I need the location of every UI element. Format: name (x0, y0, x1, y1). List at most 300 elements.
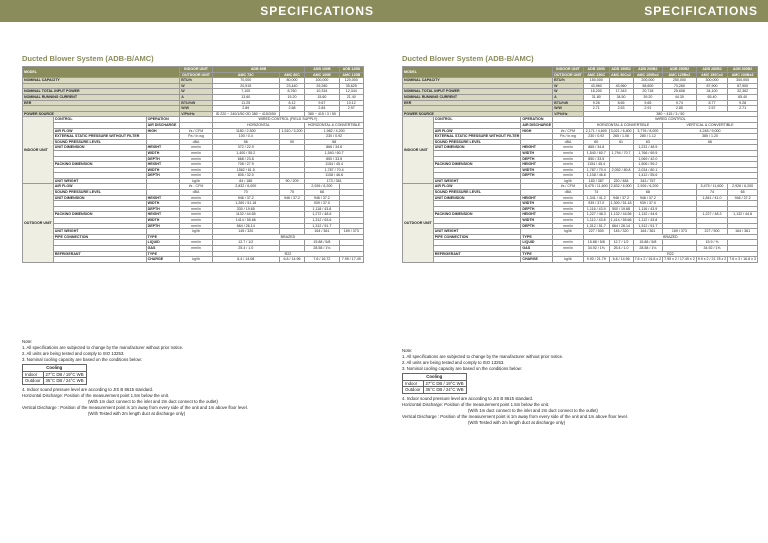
spec-value: 946 / 37.2 (305, 195, 339, 201)
spec-unit: V/Ph/Hz (180, 111, 213, 117)
spec-value: 3,776 / 8,000 (633, 128, 663, 134)
spec-unit: mm/in (180, 195, 213, 201)
spec-value: ID 220 ~ 240/1/50 OD 380 ~ 415/3/50 (212, 111, 279, 117)
spec-sublabel: HEIGHT (521, 145, 553, 151)
spec-value: 939 / 37.0 (633, 201, 663, 207)
spec-value: 385 / 1.20 (663, 134, 758, 140)
spec-value: 150,000 (583, 78, 609, 84)
outdoor-row (403, 257, 758, 263)
spec-value: 28.58 / 1⅛ (305, 246, 339, 252)
spec-value: 87,900 (696, 83, 728, 89)
spec-label: NOMINAL RUNNING CURRENT (23, 94, 180, 100)
spec-value: HORIZONTAL & CONVERTIBLE (583, 122, 662, 128)
spec-value: 850 / 33.5 (305, 156, 364, 162)
spec-label: UNIT DIMENSION (433, 195, 521, 201)
spec-value: 7.95 x 2 / 17.49 x 2 (664, 257, 695, 262)
conditions-table (402, 373, 467, 395)
conditions-head: Cooling (23, 364, 87, 371)
spec-value: 31.80 (583, 94, 609, 100)
spec-value: 13.60 (212, 94, 279, 100)
spec-value: 1,787 / 70.4 (305, 167, 364, 173)
spec-value: 1,841 / 41.0 (696, 195, 728, 201)
note-5: Horizontal Discharge: Position of the measurement point 1.5m below the unit. (22, 393, 170, 399)
conditions-indoor-value: 27°C DB / 19°C WB (423, 380, 466, 387)
spec-unit: V/Ph/Hz (553, 111, 584, 117)
spec-value: 16,200 (583, 89, 609, 95)
spec-unit: mm/in (553, 212, 584, 218)
spec-value: 939 / 37.0 (305, 201, 339, 207)
spec-value: 500 / 19.68 (609, 206, 633, 212)
spec-unit: kg/lb (553, 229, 584, 235)
indoor-model: ADB 280B2 (696, 67, 728, 73)
spec-label: UNIT WEIGHT (433, 178, 521, 184)
spec-sublabel: HEIGHT (146, 195, 180, 201)
spec-unit: Pa / in.wg (553, 134, 584, 140)
outdoor-row (23, 212, 364, 218)
spec-value: 56 (212, 139, 279, 145)
spec-sublabel: HEIGHT (521, 212, 553, 218)
spec-value: 34.50 (609, 94, 633, 100)
note-3: 3. Nominal cooling capacity are based on the conditions below: (22, 356, 142, 362)
spec-value: 2.53 (609, 106, 633, 112)
spec-label: EER (23, 100, 180, 106)
outdoor-unit-label: OUTDOOR UNIT (23, 184, 54, 262)
spec-value: 1180 / 2,500 (212, 128, 279, 134)
spec-value: 2,052 / 80.8 (609, 167, 633, 173)
spec-value: 300,000 (696, 78, 728, 84)
spec-value: 169 / 373 (339, 229, 363, 235)
spec-value: 43,960 (583, 83, 609, 89)
spec-value: 343 / 757 (633, 178, 663, 184)
spec-value: 120,000 (339, 78, 363, 84)
note-8: (With Tested with 2m length duct at discharge only) (88, 410, 186, 416)
spec-value: 1,112 / 43.8 (583, 218, 609, 224)
conditions-outdoor-value: 35°C DB / 24°C WB (423, 387, 466, 394)
spec-sublabel: WIDTH (146, 218, 180, 224)
spec-unit: mm/in (180, 167, 213, 173)
spec-label: POWER SOURCE (403, 111, 553, 117)
spec-value: 1,132 / 44.6 (728, 212, 758, 218)
spec-value: 946 / 37.2 (279, 195, 304, 201)
spec-unit: W (553, 89, 584, 95)
spec-label: EER (403, 100, 553, 106)
outdoor-model: AMC 150C (583, 72, 609, 78)
spec-value: 21.40 (339, 94, 363, 100)
spec-value: 1,312 / 51.7 (633, 223, 663, 229)
spec-value: 2.71 (728, 106, 758, 112)
spec-value: 2.71 (583, 106, 609, 112)
outdoor-model: AMC 100Bx3 (728, 72, 758, 78)
spec-value: 15.20 (279, 94, 304, 100)
spec-value: 84 / 186 (212, 178, 279, 184)
spec-value: 1,227 / 48.3 (696, 212, 728, 218)
spec-value: 39.20 (633, 94, 663, 100)
spec-value: 1,116 / 43.9 (583, 206, 609, 212)
spec-value: 34,100 (696, 89, 728, 95)
spec-value: 9.74 (663, 100, 697, 106)
spec-value: 100 / 0.4 (212, 134, 279, 140)
note-8: (With Tested with 2m length duct at discharge only) (468, 419, 566, 425)
spec-unit: mm/in (553, 150, 584, 156)
spec-sublabel: DEPTH (146, 206, 180, 212)
spec-value: 9.90 / 21.79 (583, 257, 609, 263)
spec-value: 60 (583, 139, 609, 145)
spec-value: 74 (696, 190, 728, 196)
spec-value: 1154 / 45.4 (305, 162, 364, 168)
spec-unit: kg/lb (553, 257, 584, 263)
spec-value: 220 / 484 (609, 178, 633, 184)
spec-value: 1132 / 44.65 (212, 212, 279, 218)
spec-value: 9.9 x 2 / 21.78 x 2 (697, 257, 727, 262)
spec-sublabel: DEPTH (146, 173, 180, 179)
spec-value: 200,000 (633, 78, 663, 84)
spec-unit: BTU/h (180, 78, 213, 84)
spec-value: 15.88 / 5/8 (305, 240, 339, 246)
header-banner (0, 0, 384, 22)
spec-label: EXTERNAL STATIC PRESSURE WITHOUT FILTER (434, 134, 520, 139)
spec-value: 1,412 / 55.6 (633, 173, 663, 179)
spec-value: 58,600 (633, 83, 663, 89)
spec-sublabel: TYPE (146, 251, 180, 257)
spec-value: 1,312 / 51.7 (583, 223, 609, 229)
indoor-unit-label: INDOOR UNIT (180, 67, 213, 73)
spec-value: 708 / 27.9 (212, 162, 279, 168)
notes-head: Note: (22, 339, 33, 344)
spec-value: 1,414 / 55.66 (610, 218, 632, 223)
spec-unit: kg/lb (180, 229, 213, 235)
spec-value: 9.65 (633, 100, 663, 106)
spec-value: 20,718 (633, 89, 663, 95)
spec-value: 1,227 / 48.3 (583, 212, 609, 218)
spec-value: 2.68 (279, 106, 304, 112)
spec-unit: mm/in (553, 246, 584, 252)
spec-value: 23,440 (279, 83, 304, 89)
spec-unit: mm/in (553, 173, 584, 179)
spec-unit: dBA (180, 190, 213, 196)
spec-sublabel: WIDTH (521, 167, 553, 173)
spec-value: 805 / 32.0 (212, 173, 279, 179)
spec-value: 866 / 34.6 (305, 145, 364, 151)
spec-unit: W (180, 89, 213, 95)
model-label: MODEL (23, 67, 180, 78)
spec-value: 9.67 (305, 100, 339, 106)
spec-value: 2.85 (663, 106, 697, 112)
banner-title: SPECIFICATIONS (260, 4, 374, 18)
spec-value: 5,475 / 11,600 (696, 184, 728, 190)
spec-sublabel: DEPTH (146, 156, 180, 162)
spec-value: 946 / 37.2 (728, 195, 758, 201)
spec-value: 29,280 (305, 83, 339, 89)
banner-title: SPECIFICATIONS (644, 4, 758, 18)
spec-value: WIRED CONTROL (583, 117, 757, 123)
spec-sublabel: WIDTH (146, 167, 180, 173)
spec-unit: mm/in (180, 150, 213, 156)
spec-unit: mm/in (180, 201, 213, 207)
note-4: 4. Indoor sound pressure level are according to JIS B 8615 standard. (22, 387, 154, 393)
indoor-unit-label: INDOOR UNIT (23, 117, 54, 184)
spec-value: 939 / 37.0 (583, 201, 609, 207)
spec-unit: mm/in (180, 246, 213, 252)
spec-value: 1,118 / 43.8 (305, 206, 339, 212)
spec-value: 250,000 (663, 78, 697, 84)
spec-sublabel: LIQUID (146, 240, 180, 246)
spec-value: 1154 / 45.4 (583, 162, 609, 168)
spec-unit: dBA (553, 139, 584, 145)
outdoor-model: AMC 150Cx2 (696, 72, 728, 78)
spec-value: 90 / 209 (279, 178, 304, 184)
spec-sublabel: TYPE (521, 234, 553, 240)
spec-value: 7.6 / 16.72 (305, 257, 339, 263)
indoor-model: ADB 250B2 (663, 67, 697, 73)
spec-value: 1,231 / 48.5 (633, 145, 663, 151)
spec-value: 1,312 / 63.6 (305, 218, 339, 224)
spec-value: 1,272 / 48.6 (305, 212, 339, 218)
spec-unit: mm/in (180, 206, 213, 212)
spec-value: 2.91 (633, 106, 663, 112)
spec-sublabel: HEIGHT (146, 162, 180, 168)
spec-value: 65.40 (728, 94, 758, 100)
spec-value: 12.7 / 1/2 (212, 240, 279, 246)
spec-value: 15.60 (305, 94, 339, 100)
spec-value: 865 / 34.8 (583, 145, 609, 151)
spec-value: 668 / 23.8 (212, 156, 279, 162)
spec-label: SOUND PRESSURE LEVEL (433, 139, 521, 145)
conditions-table (22, 364, 87, 386)
spec-value: 25.4 / 1.0 (609, 246, 633, 252)
spec-label: UNIT WEIGHT (53, 229, 146, 235)
spec-sublabel: DEPTH (521, 206, 553, 212)
spec-value: 1,132 / 44.56 (610, 212, 632, 217)
spec-value: 73,260 (663, 83, 697, 89)
spec-value: 6.8 / 14.96 (279, 257, 304, 263)
spec-unit: W (553, 83, 584, 89)
spec-value: 1,982 / 4,200 (305, 128, 364, 134)
spec-unit: mm/in (553, 240, 584, 246)
spec-value: 25,608 (663, 89, 697, 95)
spec-sublabel: TYPE (146, 234, 180, 240)
spec-sublabel: LIQUID (521, 240, 553, 246)
notes (22, 339, 362, 417)
spec-unit: dBA (553, 190, 584, 196)
spec-value: 2,832 / 6,000 (610, 184, 632, 189)
outdoor-model: AMC 80C (279, 72, 304, 78)
spec-value: 68 (305, 190, 339, 196)
spec-sublabel: WIDTH (146, 201, 180, 207)
spec-value: HORIZONTAL (212, 122, 304, 128)
header-banner (384, 0, 768, 22)
outdoor-model: AMC 100B (305, 72, 339, 78)
spec-unit: mm/in (180, 145, 213, 151)
outdoor-model: AMC 73C (212, 72, 279, 78)
spec-sublabel: WIDTH (521, 218, 553, 224)
spec-value: 1,312 / 51.7 (305, 223, 339, 229)
note-2: 2. All units are being tested and comply to ISO 13253. (402, 359, 505, 365)
spec-value: 87,900 (728, 83, 758, 89)
spec-unit: dBA (180, 139, 213, 145)
spec-unit: mm/in (180, 212, 213, 218)
outdoor-model: AMC 100Bx2 (633, 72, 663, 78)
spec-sublabel: CHARGE (146, 257, 180, 263)
spec-value: 1562 / 61.5 (212, 167, 279, 173)
spec-value: 8.65 (609, 100, 633, 106)
outdoor-model: AMC 80Cx2 (609, 72, 633, 78)
indoor-model: ADB 100B (305, 67, 339, 73)
spec-value: 74 (583, 190, 609, 196)
spec-sublabel: DEPTH (521, 223, 553, 229)
spec-label: UNIT DIMENSION (53, 145, 146, 151)
spec-sublabel: WIDTH (146, 150, 180, 156)
spec-value: 65.40 (696, 94, 728, 100)
spec-label: UNIT WEIGHT (53, 178, 146, 184)
model-label: MODEL (403, 67, 553, 78)
spec-label (53, 257, 146, 263)
spec-sublabel: HEIGHT (521, 162, 553, 168)
conditions-outdoor-value: 35°C DB / 24°C WB (43, 378, 86, 385)
spec-value: 4,248 / 9,000 (663, 128, 758, 134)
spec-unit: mm/in (180, 223, 213, 229)
spec-value: 946 / 37.2 (212, 195, 279, 201)
spec-value: 1,300 / 51.18 (610, 201, 632, 206)
spec-label: UNIT DIMENSION (433, 145, 521, 151)
spec-value: 12,344 (339, 89, 363, 95)
note-3: 3. Nominal cooling capacity are based on the conditions below: (402, 365, 522, 371)
note-1: 1. All specifications are subjected to change by the manufacturer without prior notice. (22, 344, 184, 350)
spec-value: 7.95 / 17.49 (339, 257, 363, 263)
spec-value: 34.92 / 1⅜ (696, 246, 728, 252)
spec-value: 664 / 26.14 (212, 223, 279, 229)
spec-value: 1,341 / 41.2 (583, 195, 609, 201)
spec-unit: kg/lb (180, 178, 213, 184)
spec-label: PIPE CONNECTION (433, 234, 521, 240)
spec-value: 164 / 361 (633, 229, 663, 235)
spec-label: CONTROL (433, 117, 521, 123)
spec-label: PACKING DIMENSION (53, 162, 146, 168)
spec-label: NOMINAL CAPACITY (403, 78, 553, 84)
spec-unit: A (553, 94, 584, 100)
spec-unit: mm/in (553, 167, 584, 173)
spec-value: 12.7 / 1/2 (609, 240, 633, 246)
spec-value: 6.4 / 14.08 (212, 257, 279, 263)
spec-unit: mm/in (553, 156, 584, 162)
indoor-unit-label: INDOOR UNIT (403, 117, 434, 184)
spec-value: 2.89 (212, 106, 279, 112)
conditions-indoor-label: Indoor (403, 380, 424, 387)
spec-unit: kg/lb (553, 178, 584, 184)
spec-label: NOMINAL CAPACITY (23, 78, 180, 84)
spec-sublabel: DEPTH (146, 223, 180, 229)
spec-value: 1,112 / 43.8 (633, 218, 663, 224)
spec-label: NOMINAL TOTAL INPUT POWER (23, 89, 180, 95)
spec-label (433, 257, 521, 263)
notes (402, 348, 752, 426)
spec-unit: mm/in (180, 173, 213, 179)
spec-value: 850 / 33.5 (583, 156, 609, 162)
spec-value: 145 / 320 (609, 229, 633, 235)
note-1: 1. All specifications are subjected to change by the manufacturer without prior notice. (402, 353, 564, 359)
spec-value: 372 / 22.9 (212, 145, 279, 151)
spec-value: 44.30 (663, 94, 697, 100)
spec-value: 58 (305, 139, 364, 145)
spec-value: WIRED CONTROL (FIELD SUPPLY) (212, 117, 363, 123)
note-6: (With 1m duct connect to the inlet and 2m duct connect to the outlet) (88, 399, 218, 405)
spec-unit: mm/in (180, 218, 213, 224)
spec-sublabel: TYPE (521, 251, 553, 257)
spec-label: PIPE CONNECTION (53, 234, 146, 240)
spec-value: 15.88 / 5/8 (583, 240, 609, 246)
spec-value: 380 ~ 415 / 3 / 50 (305, 111, 339, 117)
spec-table (22, 66, 364, 263)
spec-label: SOUND PRESSURE LEVEL (53, 190, 146, 196)
conditions-indoor-value: 27°C DB / 19°C WB (43, 371, 86, 378)
spec-value: 7,100 (212, 89, 279, 95)
spec-value: 145 / 320 (212, 229, 279, 235)
spec-label: NOMINAL RUNNING CURRENT (403, 94, 553, 100)
spec-value: BRAZED (212, 234, 363, 240)
spec-value: 1,400 / 55.2 (212, 150, 279, 156)
spec-value: 2,926 / 6,200 (305, 184, 339, 190)
notes-head: Note: (402, 348, 413, 353)
spec-unit: l/s / CFM (553, 128, 584, 134)
outdoor-unit-label: OUTDOOR UNIT (180, 72, 213, 78)
spec-sublabel: DEPTH (521, 156, 553, 162)
spec-label: AIR FLOW (53, 128, 146, 134)
spec-sublabel: AIR DISCHARGE (146, 122, 180, 128)
spec-label: PACKING DIMENSION (433, 212, 521, 218)
spec-value: 8,760 (279, 89, 304, 95)
spec-value: 173 / 381 (305, 178, 364, 184)
outdoor-row (23, 257, 364, 263)
spec-value: 1,540 / 60.7 (305, 150, 364, 156)
spec-sublabel: OPERATION (146, 117, 180, 123)
spec-value: BRAZED (583, 234, 757, 240)
spec-value: 15.88 / 5/8 (633, 240, 663, 246)
spec-label: UNIT WEIGHT (433, 229, 521, 235)
spec-unit: mm/in (553, 201, 584, 207)
spec-sublabel: WIDTH (521, 150, 553, 156)
spec-label: POWER SOURCE (23, 111, 180, 117)
spec-value: HORIZONTAL & CONVERTIBLE (305, 122, 364, 128)
spec-unit: mm/in (180, 162, 213, 168)
indoor-model: ADB 150B2 (609, 67, 633, 73)
spec-unit: W/W (180, 106, 213, 112)
page-right (384, 0, 768, 543)
spec-sublabel: HEIGHT (146, 145, 180, 151)
spec-value: 1108 / 46.6 (305, 173, 364, 179)
spec-unit: BTU/hW (553, 100, 584, 106)
conditions-outdoor-label: Outdoor (403, 387, 424, 394)
note-2: 2. All units are being tested and comply to ISO 13253. (22, 350, 125, 356)
spec-sublabel: HIGH (521, 128, 553, 134)
spec-value: 32,362 (728, 89, 758, 95)
spec-value: 70 (212, 190, 279, 196)
spec-value: 1,540 / 60.7 (583, 150, 609, 156)
conditions-head: Cooling (403, 373, 467, 380)
spec-value: 1,510 / 3,200 (279, 128, 304, 134)
spec-value: 3,021 / 6,400 (610, 128, 632, 133)
section-title: Ducted Blower System (ADB-B/AMC) (22, 54, 154, 63)
indoor-model: ADB 125B (339, 67, 363, 73)
spec-value: 280 / 1.12 (633, 134, 663, 140)
spec-sublabel: OPERATION (521, 117, 553, 123)
spec-label: REFRIGERANT (433, 251, 521, 257)
spec-value: 664 / 26.14 (609, 223, 633, 229)
spec-label: SOUND PRESSURE LEVEL (53, 139, 146, 145)
spec-value: 35,625 (339, 83, 363, 89)
spec-label: REFRIGERANT (53, 251, 146, 257)
spec-value: 80,000 (279, 78, 304, 84)
spec-value: 66 (663, 139, 758, 145)
spec-value: 300,000 (728, 78, 758, 84)
